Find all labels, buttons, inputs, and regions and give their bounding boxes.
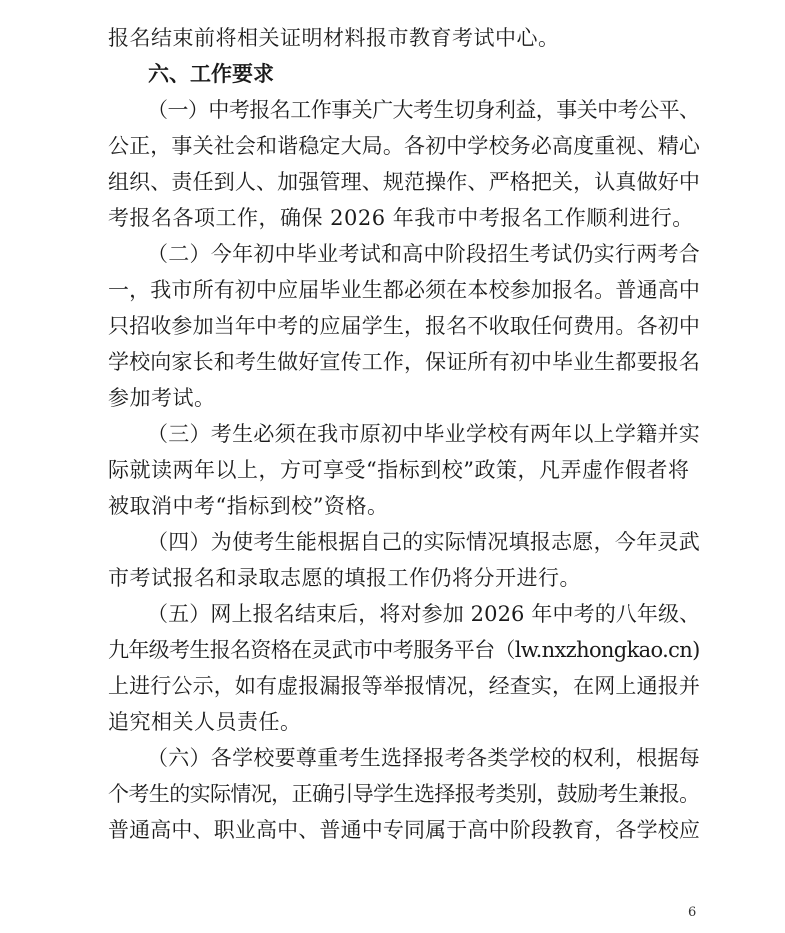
section-heading: 六、工作要求	[148, 62, 274, 86]
text-line: （二）今年初中毕业考试和高中阶段招生考试仍实行两考合	[147, 242, 700, 266]
text-line: 报名结束前将相关证明材料报市教育考试中心。	[108, 26, 560, 50]
page-number: 6	[688, 905, 697, 920]
text-line: 一，我市所有初中应届毕业生都必须在本校参加报名。普通高中	[108, 278, 700, 302]
text-line: 考报名各项工作，确保 2026 年我市中考报名工作顺利进行。	[108, 206, 694, 230]
text-line: 组织、责任到人、加强管理、规范操作、严格把关，认真做好中	[108, 170, 700, 194]
text-line: 公正，事关社会和谐稳定大局。各初中学校务必高度重视、精心	[108, 134, 700, 158]
text-line: （三）考生必须在我市原初中毕业学校有两年以上学籍并实	[147, 422, 700, 446]
text-line: 个考生的实际情况，正确引导学生选择报考类别，鼓励考生兼报。	[108, 782, 700, 806]
text-line: 学校向家长和考生做好宣传工作，保证所有初中毕业生都要报名	[108, 350, 700, 374]
text-line: （四）为使考生能根据自己的实际情况填报志愿，今年灵武	[147, 530, 700, 554]
text-line: 九年级考生报名资格在灵武市中考服务平台（lw.nxzhongkao.cn)	[108, 638, 700, 662]
text-line: 被取消中考“指标到校”资格。	[108, 494, 389, 518]
text-line: 际就读两年以上，方可享受“指标到校”政策，凡弄虚作假者将	[108, 458, 690, 482]
text-line: 参加考试。	[108, 386, 216, 410]
text-line: （五）网上报名结束后，将对参加 2026 年中考的八年级、	[147, 602, 701, 626]
text-line: （一）中考报名工作事关广大考生切身利益，事关中考公平、	[147, 98, 700, 122]
text-line: 追究相关人员责任。	[108, 710, 302, 734]
text-line: 市考试报名和录取志愿的填报工作仍将分开进行。	[108, 566, 581, 590]
text-line: 普通高中、职业高中、普通中专同属于高中阶段教育，各学校应	[108, 818, 700, 842]
text-line: （六）各学校要尊重考生选择报考各类学校的权利，根据每	[147, 746, 700, 770]
text-line: 上进行公示，如有虚报漏报等举报情况，经查实，在网上通报并	[108, 674, 700, 698]
text-line: 只招收参加当年中考的应届学生，报名不收取任何费用。各初中	[108, 314, 700, 338]
